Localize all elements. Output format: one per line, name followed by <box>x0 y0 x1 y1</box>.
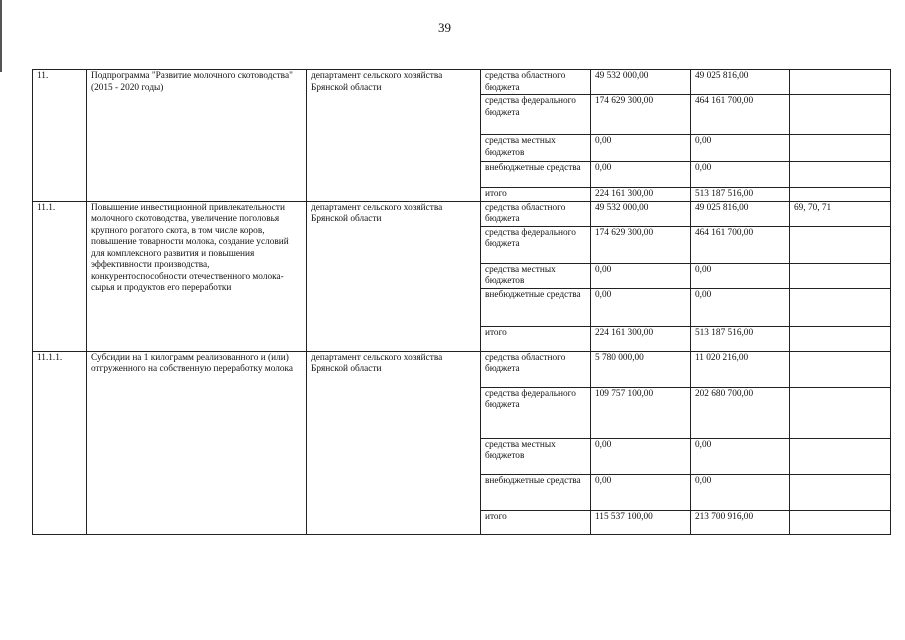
program-table <box>32 69 891 535</box>
amount-first: 224 161 300,00 <box>591 188 691 202</box>
indicator-numbers <box>790 510 891 534</box>
indicator-numbers <box>790 162 891 188</box>
amount-first: 115 537 100,00 <box>591 510 691 534</box>
amount-first: 49 532 000,00 <box>591 201 691 226</box>
funding-source: средства областного бюджета <box>481 351 591 387</box>
indicator-numbers <box>790 70 891 95</box>
funding-source: средства местных бюджетов <box>481 438 591 474</box>
amount-second: 0,00 <box>691 162 790 188</box>
funding-source: внебюджетные средства <box>481 474 591 510</box>
funding-source: внебюджетные средства <box>481 288 591 326</box>
table-row <box>33 70 891 95</box>
table-row <box>33 201 891 226</box>
section-title: Субсидии на 1 килограмм реализованного и (или) отгруженного на собственную переработку молока <box>87 351 307 534</box>
indicator-numbers: 69, 70, 71 <box>790 201 891 226</box>
indicator-numbers <box>790 474 891 510</box>
section-executor: департамент сельского хозяйства Брянской области <box>307 201 481 351</box>
amount-first: 174 629 300,00 <box>591 95 691 135</box>
amount-first: 0,00 <box>591 288 691 326</box>
amount-first: 224 161 300,00 <box>591 326 691 351</box>
funding-source: внебюджетные средства <box>481 162 591 188</box>
amount-first: 5 780 000,00 <box>591 351 691 387</box>
amount-second: 0,00 <box>691 438 790 474</box>
amount-second: 0,00 <box>691 288 790 326</box>
funding-source: итого <box>481 188 591 202</box>
amount-second: 513 187 516,00 <box>691 188 790 202</box>
page-margin-line <box>0 0 2 72</box>
section-executor: департамент сельского хозяйства Брянской области <box>307 351 481 534</box>
amount-first: 0,00 <box>591 474 691 510</box>
section-title: Подпрограмма "Развитие молочного скотоводства" (2015 - 2020 годы) <box>87 70 307 202</box>
amount-first: 0,00 <box>591 135 691 162</box>
amount-second: 464 161 700,00 <box>691 226 790 263</box>
amount-second: 49 025 816,00 <box>691 70 790 95</box>
section-number: 11.1. <box>33 201 87 351</box>
funding-source: средства областного бюджета <box>481 201 591 226</box>
amount-second: 49 025 816,00 <box>691 201 790 226</box>
amount-second: 464 161 700,00 <box>691 95 790 135</box>
section-title: Повышение инвестиционной привлекательности молочного скотоводства, увеличение поголовья крупного рогатого скота, в том числе коров, повышение товарности молока, создание условий для комплексного развития и повышения эффективности производства, конкурентоспособности отечественного молока-сырья и продуктов его переработки <box>87 201 307 351</box>
indicator-numbers <box>790 438 891 474</box>
indicator-numbers <box>790 95 891 135</box>
indicator-numbers <box>790 387 891 438</box>
amount-first: 174 629 300,00 <box>591 226 691 263</box>
funding-source: итого <box>481 326 591 351</box>
indicator-numbers <box>790 135 891 162</box>
indicator-numbers <box>790 226 891 263</box>
funding-source: средства федерального бюджета <box>481 226 591 263</box>
funding-source: средства местных бюджетов <box>481 135 591 162</box>
page-number: 39 <box>438 20 451 35</box>
amount-second: 11 020 216,00 <box>691 351 790 387</box>
amount-second: 0,00 <box>691 474 790 510</box>
amount-first: 49 532 000,00 <box>591 70 691 95</box>
amount-second: 513 187 516,00 <box>691 326 790 351</box>
funding-source: средства местных бюджетов <box>481 263 591 288</box>
amount-second: 0,00 <box>691 263 790 288</box>
amount-first: 0,00 <box>591 438 691 474</box>
funding-source: средства федерального бюджета <box>481 387 591 438</box>
section-number: 11.1.1. <box>33 351 87 534</box>
amount-first: 0,00 <box>591 263 691 288</box>
amount-second: 202 680 700,00 <box>691 387 790 438</box>
amount-second: 213 700 916,00 <box>691 510 790 534</box>
funding-source: итого <box>481 510 591 534</box>
amount-first: 109 757 100,00 <box>591 387 691 438</box>
indicator-numbers <box>790 263 891 288</box>
indicator-numbers <box>790 326 891 351</box>
funding-source: средства областного бюджета <box>481 70 591 95</box>
indicator-numbers <box>790 188 891 202</box>
section-number: 11. <box>33 70 87 202</box>
section-executor: департамент сельского хозяйства Брянской области <box>307 70 481 202</box>
funding-source: средства федерального бюджета <box>481 95 591 135</box>
indicator-numbers <box>790 351 891 387</box>
amount-second: 0,00 <box>691 135 790 162</box>
indicator-numbers <box>790 288 891 326</box>
amount-first: 0,00 <box>591 162 691 188</box>
table-row <box>33 351 891 387</box>
